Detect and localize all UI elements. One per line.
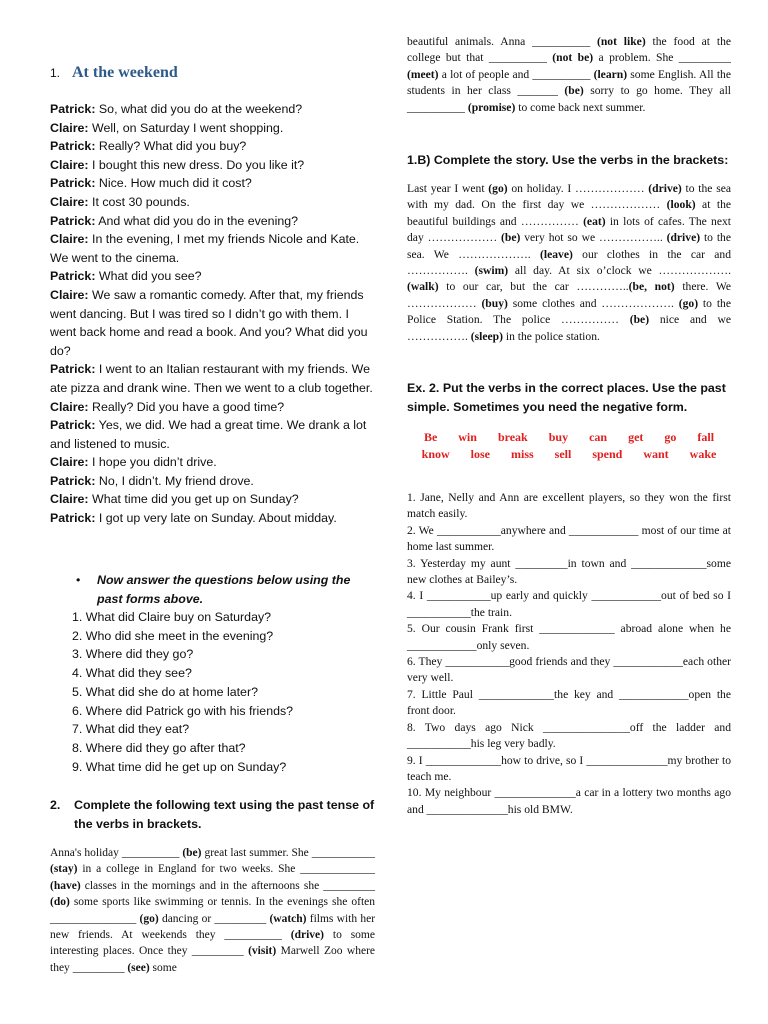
text-fragment: _________ (72, 961, 128, 974)
dialog-text: I got up very late on Sunday. About midday. (95, 511, 337, 526)
text-fragment: some clothes and ………………. (507, 296, 679, 310)
text-fragment: ___________ (311, 847, 375, 859)
dialog-line (50, 137, 375, 156)
dialog-text: And what did you do in the evening? (95, 213, 299, 228)
verb-hint: (be) (629, 313, 650, 327)
verb-hint: (do) (50, 896, 70, 909)
question-item: 4. What did they see? (72, 666, 192, 681)
speaker-name: Claire: (50, 399, 89, 414)
speaker-name: Patrick: (50, 362, 96, 377)
exercise-item: 6. They ___________good friends and they ____________each other very well. (407, 655, 731, 685)
question-item: 3. Where did they go? (72, 647, 194, 662)
dialog-line (50, 398, 375, 417)
text-fragment: in the police station. (502, 329, 600, 343)
dialog-line (50, 193, 375, 212)
dialog-line (50, 286, 375, 360)
text-fragment: sorry to go home. They all __________ (407, 84, 732, 114)
verb-hint: (watch) (269, 912, 307, 925)
verb-hint: (sleep) (470, 329, 503, 343)
dialog-text: I bought this new dress. Do you like it? (88, 157, 305, 172)
speaker-name: Claire: (50, 120, 89, 135)
text-fragment: nice and we ……………. (407, 313, 731, 343)
text-fragment: to the sea. We ………………. (407, 231, 731, 261)
speaker-name: Patrick: (50, 418, 96, 433)
dialog-line (50, 453, 375, 472)
dialog-line (50, 230, 375, 267)
text-fragment: great last summer. She (201, 847, 312, 859)
verb-hint: (meet) (407, 67, 439, 81)
dialog-line (50, 212, 375, 231)
text-fragment: all day. At six o’clock we ………………. (508, 264, 731, 278)
verb-hint: (swim) (474, 264, 509, 278)
text-fragment: to the sea with my dad. On the first day we ……………… (407, 182, 732, 212)
question-item: 1. What did Claire buy on Saturday? (72, 610, 272, 624)
text-fragment: films with her new friends. At weekends they (50, 912, 376, 942)
dialog-text: Yes, we did. We had a great time. We drank a lot and listened to music. (50, 418, 367, 451)
text-fragment: classes in the mornings and in the afternoons she (80, 879, 324, 892)
verb-hint: (be, not) (628, 280, 675, 294)
dialog-line (50, 100, 375, 119)
verb-hint: (be) (564, 84, 584, 98)
verb-hint: (not be) (552, 51, 594, 65)
exercise-2-title: Ex. 2. Put the verbs in the correct places. Use the past simple. Sometimes you need the negative form. (407, 381, 726, 414)
text-fragment: the food at the college but that __________ (407, 35, 732, 65)
dialog-text: Really? Did you have a good time? (88, 399, 285, 414)
text-fragment: some English. All the students in her class _______ (407, 67, 732, 98)
text-fragment: very hot so we …………….. (520, 231, 667, 245)
question-item: 2. Who did she meet in the evening? (72, 628, 274, 643)
text-fragment: beautiful animals. Anna __________ (407, 35, 597, 48)
dialog-line (50, 360, 375, 397)
dialog-text: No, I didn’t. My friend drove. (95, 473, 254, 488)
dialog-line (50, 490, 375, 509)
text-fragment: _________ (191, 945, 249, 958)
annas-holiday-text (50, 845, 375, 976)
dialog-text: I hope you didn’t drive. (88, 455, 217, 470)
annas-holiday-continued (407, 34, 731, 116)
exercise-item: 5. Our cousin Frank first _____________ abroad alone when he ____________only seven. (407, 622, 731, 652)
verb-hint: (be) (501, 231, 521, 245)
text-fragment: a problem. She _________ (593, 51, 731, 65)
verb-hint: (see) (127, 961, 150, 974)
text-fragment: some (149, 961, 177, 974)
dialog-line (50, 156, 375, 175)
instruction (50, 571, 375, 608)
text-fragment: at the beautiful buildings and …………… (407, 198, 732, 228)
dialog-line (50, 509, 375, 528)
text-fragment: dancing or (158, 912, 215, 925)
section-2-title: Complete the following text using the past tense of the verbs in brackets. (74, 798, 375, 831)
exercise-item: 9. I _____________how to drive, so I ______________my brother to teach me. (407, 753, 731, 783)
verb-hint: (stay) (50, 863, 78, 876)
text-fragment: in lots of cafes. The next day ……………… (407, 214, 731, 245)
verb-bank: Be win break buy can get go fall know lose miss sell spend want wake (421, 430, 717, 461)
verb-hint: (not like) (596, 35, 646, 48)
question-item: 7. What did they eat? (72, 722, 190, 737)
dialog-text: What time did you get up on Sunday? (88, 492, 299, 507)
text-fragment: Marwell Zoo where they (50, 945, 376, 974)
dialog-text: What did you see? (95, 269, 202, 284)
verb-hint: (drive) (648, 182, 682, 195)
speaker-name: Patrick: (50, 176, 96, 191)
verb-hint: (promise) (467, 100, 516, 114)
text-fragment: to the Police Station. The police …………… (407, 296, 731, 327)
text-fragment: Last year I went (407, 182, 489, 195)
speaker-name: Claire: (50, 287, 89, 302)
speaker-name: Patrick: (50, 139, 96, 154)
text-fragment: __________ (121, 847, 183, 859)
verb-hint: (buy) (481, 296, 508, 310)
dialog-line (50, 416, 375, 453)
exercise-item: 3. Yesterday my aunt _________in town and _____________some new clothes at Bailey’s. (407, 556, 731, 587)
verb-hint: (be) (182, 847, 202, 859)
section-1b-title: 1.B) Complete the story. Use the verbs in the brackets: (407, 153, 729, 167)
question-list (72, 608, 375, 776)
section-2-heading (50, 796, 375, 833)
dialog-text: Really? What did you buy? (95, 139, 247, 154)
exercise-item: 7. Little Paul _____________the key and ____________open the front door. (407, 687, 731, 718)
dialog-line (50, 174, 375, 193)
verb-hint: (drive) (290, 929, 324, 942)
speaker-name: Claire: (50, 492, 89, 507)
text-fragment: some sports like swimming or tennis. In the evenings she often (69, 896, 375, 909)
exercise-item: 4. I ___________up early and quickly ____________out of bed so I ___________the train. (407, 589, 731, 619)
exercise-2-items (407, 490, 731, 818)
text-fragment: _____________ (300, 863, 375, 876)
exercise-item: 2. We ___________anywhere and ____________ most of our time at home last summer. (407, 523, 731, 554)
dialog-line (50, 119, 375, 138)
text-fragment: a lot of people and __________ (438, 67, 594, 81)
dialog-line (50, 472, 375, 491)
text-fragment: to some interesting places. Once they (50, 929, 375, 958)
text-fragment: there. We ……………… (407, 280, 732, 310)
dialog-text: It cost 30 pounds. (88, 194, 190, 209)
dialog-text: Well, on Saturday I went shopping. (88, 120, 284, 135)
text-fragment: to come back next summer. (515, 100, 646, 114)
question-item: 9. What time did he get up on Sunday? (72, 759, 287, 774)
text-fragment: in a college in England for two weeks. She (77, 863, 301, 876)
instruction-text: Now answer the questions below using the past forms above. (97, 573, 351, 606)
exercise-item: 10. My neighbour ______________a car in a lottery two months ago and ______________his old BMW. (407, 786, 731, 816)
verb-hint: (have) (50, 879, 81, 892)
verb-hint: (learn) (593, 67, 628, 81)
speaker-name: Claire: (50, 455, 89, 470)
dialog-text: So, what did you do at the weekend? (95, 102, 303, 116)
section-number: 1. (50, 66, 61, 80)
verb-hint: (go) (139, 912, 159, 925)
text-fragment: to our car, but the car ………….. (438, 280, 629, 294)
question-item: 5. What did she do at home later? (72, 684, 258, 699)
speaker-name: Patrick: (50, 473, 96, 488)
bullet-icon: • (76, 573, 81, 587)
speaker-name: Patrick: (50, 102, 96, 116)
text-fragment: _______________ (50, 912, 140, 925)
exercise-item: 8. Two days ago Nick _______________off the ladder and ___________his leg very badly. (407, 720, 731, 751)
verb-hint: (visit) (248, 945, 277, 958)
verb-hint: (look) (666, 198, 696, 212)
speaker-name: Patrick: (50, 269, 96, 284)
question-item: 6. Where did Patrick go with his friends? (72, 703, 294, 718)
speaker-name: Claire: (50, 157, 89, 172)
verb-hint: (go) (678, 296, 699, 310)
dialog-text: Nice. How much did it cost? (95, 176, 252, 191)
section-1-heading (50, 64, 178, 83)
dialog-text: We saw a romantic comedy. After that, my friends went dancing. But I was tired so I didn’t go with them. I went back home and read a book. And you? What did you do? (50, 287, 368, 358)
speaker-name: Patrick: (50, 511, 96, 526)
speaker-name: Claire: (50, 232, 89, 247)
speaker-name: Patrick: (50, 213, 96, 228)
dialog-line (50, 267, 375, 286)
text-fragment: on holiday. I ……………… (507, 182, 649, 195)
section-number: 2. (50, 798, 61, 812)
text-fragment: Anna's holiday (50, 847, 122, 859)
dialog-text: I went to an Italian restaurant with my friends. We ate pizza and drank wine. Then we went to a club together. (50, 362, 373, 395)
exercise-item: 1. Jane, Nelly and Ann are excellent players, so they won the first match easily. (407, 491, 731, 521)
text-fragment: _________ (214, 912, 270, 925)
verb-hint: (walk) (407, 280, 439, 294)
text-fragment: __________ (224, 929, 291, 942)
dialog-text: In the evening, I met my friends Nicole and Kate. We went to the cinema. (50, 232, 360, 265)
verb-hint: (leave) (540, 247, 573, 261)
speaker-name: Claire: (50, 194, 89, 209)
verb-hint: (go) (488, 182, 508, 195)
holiday-story-text (407, 181, 731, 345)
verb-hint: (eat) (583, 214, 606, 228)
verb-hint: (drive) (666, 231, 701, 245)
text-fragment: our clothes in the car and ……………. (407, 247, 732, 278)
page-title: At the weekend (72, 64, 178, 81)
text-fragment: _________ (323, 879, 375, 892)
dialogue (50, 100, 375, 528)
question-item: 8. Where did they go after that? (72, 740, 246, 755)
